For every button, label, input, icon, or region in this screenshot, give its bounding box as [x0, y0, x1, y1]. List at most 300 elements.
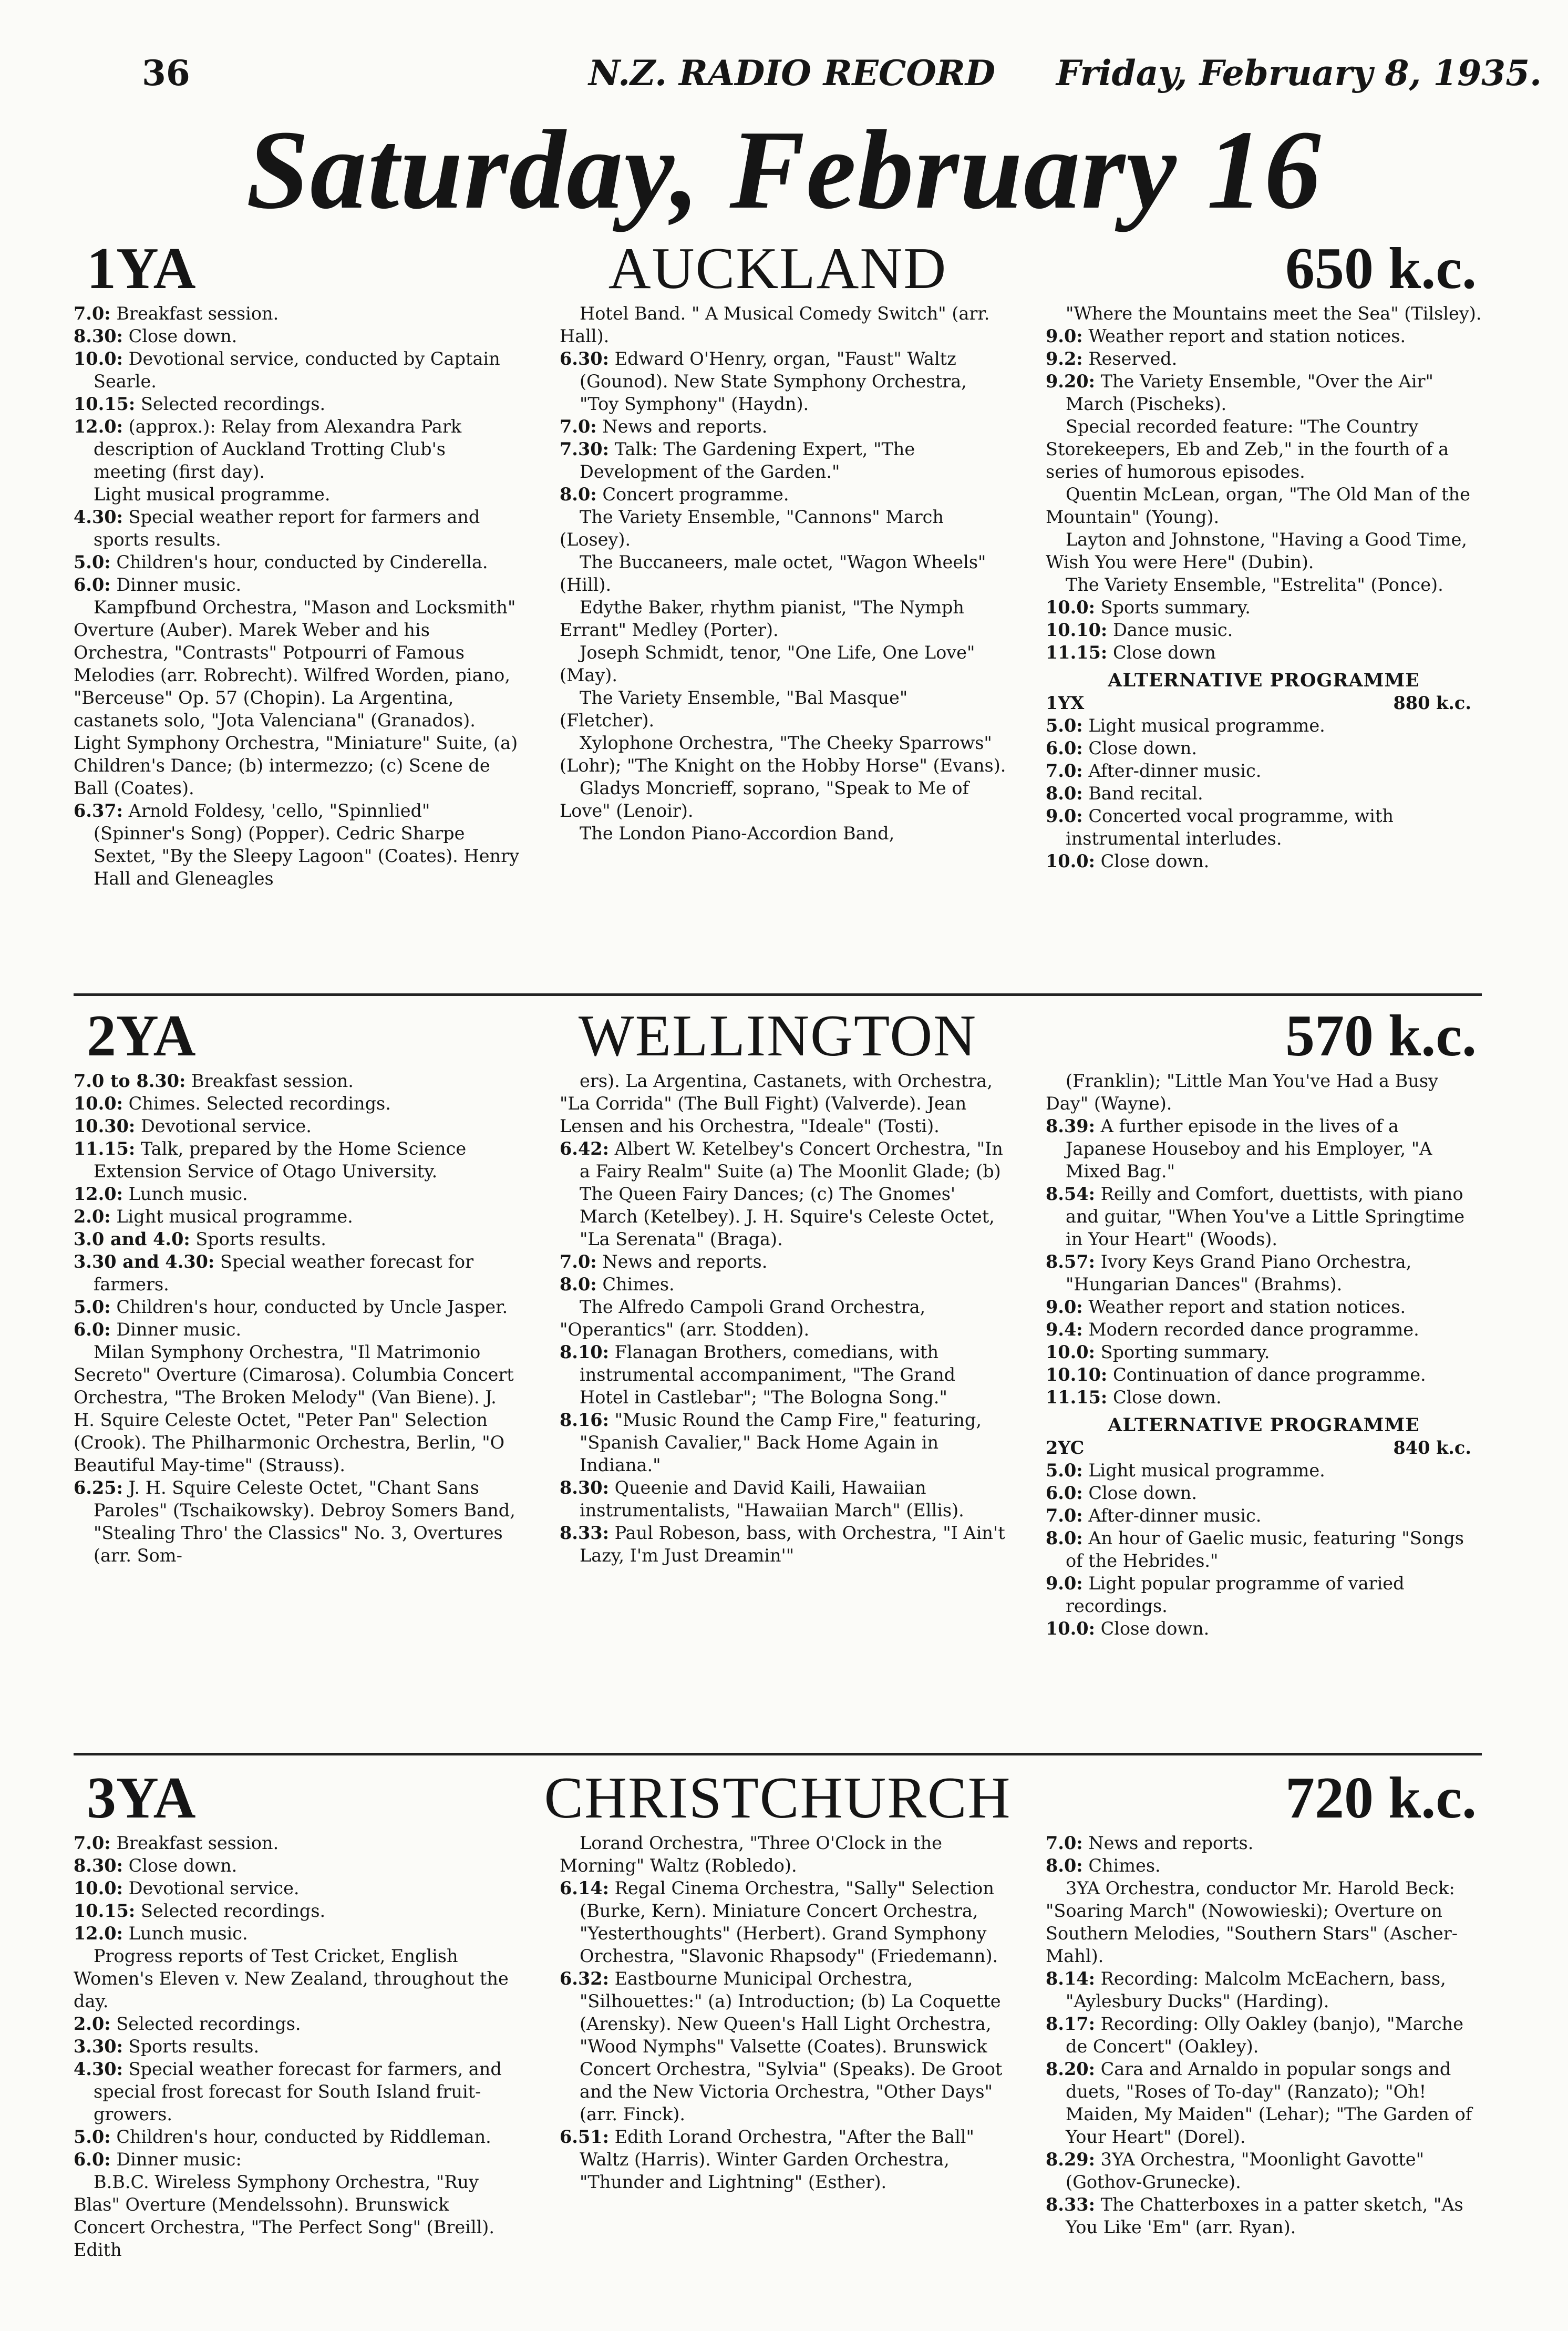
- entry-time: 6.37:: [74, 800, 123, 821]
- entry-time: 6.0:: [74, 2149, 111, 2170]
- programme-entry: [560, 1409, 1006, 1476]
- programme-entry: [74, 1476, 520, 1567]
- programme-entry: [1046, 619, 1482, 641]
- entry-time: 10.15:: [74, 1901, 136, 1921]
- entry-text: The Variety Ensemble, "Over the Air" March (Pischeks).: [1066, 371, 1433, 414]
- alternative-station-line: [1046, 1436, 1482, 1459]
- programme-entry: [1046, 1250, 1482, 1296]
- entry-time: 12.0:: [74, 1184, 123, 1204]
- entry-text: Light musical programme.: [94, 484, 331, 505]
- alternative-call-sign: 2YC: [1046, 1437, 1085, 1458]
- station-call-sign: 3YA: [87, 1765, 196, 1831]
- entry-time: 10.0:: [1046, 597, 1095, 618]
- entry-time: 7.0:: [74, 1833, 111, 1853]
- programme-note: [560, 686, 1006, 732]
- entry-time: 8.0:: [1046, 1855, 1083, 1876]
- programme-entry: [560, 1341, 1006, 1409]
- programme-entry: [1046, 2058, 1482, 2148]
- entry-text: Edith Lorand Orchestra, "After the Ball" Waltz (Harris). Winter Garden Orchestra, "Thunder and Lightning" (Esther).: [580, 2127, 974, 2192]
- programme-entry: [74, 1854, 520, 1877]
- programme-note: [74, 1341, 520, 1476]
- station-call-sign: 1YA: [87, 236, 196, 301]
- programme-entry: [560, 1273, 1006, 1296]
- entry-time: 8.30:: [560, 1477, 609, 1498]
- entry-text: Paul Robeson, bass, with Orchestra, "I Ain't Lazy, I'm Just Dreamin'": [580, 1523, 1005, 1566]
- programme-entry: [74, 551, 520, 573]
- programme-entry: [74, 1137, 520, 1183]
- programme-entry: [1046, 805, 1482, 850]
- entry-text: Close down.: [128, 326, 238, 346]
- entry-time: 8.29:: [1046, 2149, 1095, 2170]
- programme-column: [1046, 1832, 1482, 2238]
- programme-note: [1046, 302, 1482, 325]
- entry-time: 5.0:: [1046, 715, 1083, 736]
- entry-time: 3.30:: [74, 2036, 123, 2057]
- programme-entry: [560, 438, 1006, 483]
- entry-text: Special weather forecast for farmers, and special frost forecast for South Island fruit-growers.: [94, 2059, 502, 2124]
- station-section-2ya: [74, 1003, 1482, 1737]
- station-section-1ya: [74, 236, 1482, 985]
- programme-entry: [74, 1899, 520, 1922]
- entry-time: 6.14:: [560, 1878, 609, 1898]
- station-city: WELLINGTON: [578, 1003, 977, 1069]
- programme-note: [74, 2171, 520, 2261]
- entry-text: Selected recordings.: [140, 1901, 326, 1921]
- programme-entry: [560, 1476, 1006, 1522]
- station-frequency: 650 k.c.: [1285, 236, 1477, 301]
- entry-text: The Variety Ensemble, "Estrelita" (Ponce).: [1066, 574, 1443, 595]
- entry-time: 9.0:: [1046, 326, 1083, 346]
- entry-time: 7.0:: [560, 1251, 597, 1272]
- programme-note: [74, 1945, 520, 2012]
- entry-time: 8.54:: [1046, 1184, 1095, 1204]
- publication-title: N.Z. RADIO RECORD: [589, 53, 995, 94]
- entry-time: 8.16:: [560, 1410, 609, 1430]
- entry-text: The London Piano-Accordion Band,: [580, 823, 895, 844]
- entry-text: Flanagan Brothers, comedians, with instrumental accompaniment, "The Grand Hotel in Castlebar"; "The Bologna Song.": [580, 1342, 956, 1408]
- programme-entry: [74, 1183, 520, 1205]
- entry-time: 6.30:: [560, 348, 609, 369]
- programme-entry: [74, 506, 520, 551]
- entry-text: Quentin McLean, organ, "The Old Man of the Mountain" (Young).: [1046, 484, 1470, 527]
- entry-text: After-dinner music.: [1088, 761, 1262, 781]
- entry-time: 4.30:: [74, 2059, 123, 2079]
- entry-time: 8.57:: [1046, 1251, 1095, 1272]
- entry-text: Layton and Johnstone, "Having a Good Time, Wish You were Here" (Dubin).: [1046, 529, 1467, 572]
- entry-time: 12.0:: [74, 1923, 123, 1944]
- entry-text: Special recorded feature: "The Country Storekeepers, Eb and Zeb," in the fourth of a series of humorous episodes.: [1046, 416, 1449, 482]
- programme-entry: [1046, 714, 1482, 737]
- programme-column: [74, 1832, 520, 2261]
- programme-entry: [74, 302, 520, 325]
- programme-entry: [1046, 1504, 1482, 1527]
- programme-entry: [1046, 1115, 1482, 1183]
- programme-entry: [560, 1250, 1006, 1273]
- entry-text: Close down.: [1112, 1387, 1222, 1408]
- entry-time: 2.0:: [74, 1206, 111, 1227]
- programme-entry: [560, 415, 1006, 438]
- entry-time: 4.30:: [74, 507, 123, 527]
- entry-text: Albert W. Ketelbey's Concert Orchestra, "In a Fairy Realm" Suite (a) The Moonlit Glade; (b) The Queen Fairy Dances; (c) The Gnomes' March (Ketelbey). J. H. Squire's Celeste Octet, "La Serenata" (Braga).: [580, 1138, 1003, 1249]
- programme-entry: [1046, 1832, 1482, 1854]
- page-number: 36: [142, 53, 190, 94]
- entry-text: Lorand Orchestra, "Three O'Clock in the Morning" Waltz (Robledo).: [560, 1833, 942, 1876]
- entry-text: Sports results.: [195, 1229, 326, 1249]
- alternative-programme-heading: ALTERNATIVE PROGRAMME: [1108, 1414, 1420, 1436]
- programme-entry: [560, 1967, 1006, 2125]
- entry-text: Weather report and station notices.: [1088, 1297, 1406, 1317]
- programme-note: [560, 506, 1006, 551]
- entry-text: "Music Round the Camp Fire," featuring, "Spanish Cavalier," Back Home Again in Indiana.": [580, 1410, 982, 1475]
- entry-text: Light musical programme.: [1088, 715, 1325, 736]
- entry-text: Milan Symphony Orchestra, "Il Matrimonio Secreto" Overture (Cimarosa). Columbia Concert Orchestra, "The Broken Melody" (Van Biene). J. H. Squire Celeste Octet, "Peter Pan" Selection (Crook). The Philharmonic Orchestra, Berlin, "O Beautiful May-time" (Strauss).: [74, 1342, 514, 1475]
- programme-entry: [1046, 1459, 1482, 1482]
- entry-time: 7.0:: [560, 416, 597, 437]
- programme-entry: [1046, 2012, 1482, 2058]
- entry-text: Recording: Olly Oakley (banjo), "Marche de Concert" (Oakley).: [1066, 2014, 1463, 2057]
- issue-date: Friday, February 8, 1935.: [1056, 53, 1542, 94]
- entry-time: 7.30:: [560, 439, 609, 459]
- entry-time: 8.0:: [560, 1274, 597, 1295]
- entry-text: An hour of Gaelic music, featuring "Songs of the Hebrides.": [1066, 1528, 1464, 1571]
- entry-text: Ivory Keys Grand Piano Orchestra, "Hungarian Dances" (Brahms).: [1066, 1251, 1412, 1295]
- programme-entry: [1046, 1967, 1482, 2012]
- entry-text: Edward O'Henry, organ, "Faust" Waltz (Gounod). New State Symphony Orchestra, "Toy Symphony" (Haydn).: [580, 348, 967, 414]
- programme-note: [1046, 573, 1482, 596]
- entry-text: The Alfredo Campoli Grand Orchestra, "Operantics" (arr. Stodden).: [560, 1297, 926, 1340]
- entry-text: Devotional service, conducted by Captain Searle.: [94, 348, 500, 392]
- entry-time: 9.2:: [1046, 348, 1083, 369]
- entry-text: Close down.: [1100, 851, 1210, 871]
- entry-time: 10.10:: [1046, 620, 1108, 640]
- programme-entry: [74, 393, 520, 415]
- programme-note: [560, 1070, 1006, 1137]
- programme-entry: [74, 347, 520, 393]
- station-city: CHRISTCHURCH: [544, 1765, 1012, 1831]
- entry-time: 7.0:: [74, 303, 111, 324]
- programme-column: [560, 1070, 1006, 1567]
- entry-text: "Where the Mountains meet the Sea" (Tilsley).: [1066, 303, 1482, 324]
- entry-text: Weather report and station notices.: [1088, 326, 1406, 346]
- programme-entry: [1046, 1318, 1482, 1341]
- entry-text: Reserved.: [1088, 348, 1178, 369]
- entry-time: 6.0:: [1046, 738, 1083, 758]
- entry-text: Gladys Moncrieff, soprano, "Speak to Me of Love" (Lenoir).: [560, 778, 969, 821]
- programme-entry: [74, 2035, 520, 2058]
- programme-entry: [1046, 1386, 1482, 1409]
- entry-time: 8.10:: [560, 1342, 609, 1362]
- entry-time: 6.42:: [560, 1138, 609, 1159]
- entry-text: News and reports.: [1088, 1833, 1254, 1853]
- programme-entry: [1046, 782, 1482, 805]
- entry-text: Chimes.: [1088, 1855, 1161, 1876]
- programme-note: [560, 302, 1006, 347]
- programme-column: [1046, 302, 1482, 872]
- entry-time: 7.0 to 8.30:: [74, 1071, 186, 1091]
- programme-entry: [74, 799, 520, 890]
- entry-time: 3.30 and 4.30:: [74, 1251, 215, 1272]
- programme-entry: [1046, 370, 1482, 415]
- entry-time: 12.0:: [74, 416, 123, 437]
- entry-text: J. H. Squire Celeste Octet, "Chant Sans Paroles" (Tschaikowsky). Debroy Somers Band, "Stealing Thro' the Classics" No. 3, Overtures (arr. Som-: [94, 1477, 515, 1566]
- programme-entry: [1046, 1296, 1482, 1318]
- programme-entry: [1046, 2148, 1482, 2193]
- entry-text: After-dinner music.: [1088, 1505, 1262, 1526]
- entry-time: 11.15:: [74, 1138, 136, 1159]
- section-divider: [74, 1753, 1482, 1755]
- programme-entry: [74, 1877, 520, 1899]
- entry-time: 2.0:: [74, 2014, 111, 2034]
- programme-entry: [74, 1205, 520, 1228]
- entry-time: 9.4:: [1046, 1319, 1083, 1340]
- programme-entry: [1046, 596, 1482, 619]
- programme-column: [560, 302, 1006, 845]
- entry-text: Sports summary.: [1100, 597, 1251, 618]
- entry-text: Lunch music.: [128, 1923, 248, 1944]
- entry-text: Selected recordings.: [116, 2014, 301, 2034]
- entry-text: Concerted vocal programme, with instrumental interludes.: [1066, 806, 1394, 849]
- entry-text: The Variety Ensemble, "Bal Masque" (Fletcher).: [560, 687, 908, 731]
- programme-entry: [1046, 1572, 1482, 1617]
- entry-text: Selected recordings.: [140, 394, 326, 414]
- entry-text: The Chatterboxes in a patter sketch, "As You Like 'Em" (arr. Ryan).: [1066, 2194, 1463, 2237]
- entry-text: 3YA Orchestra, "Moonlight Gavotte" (Gothov-Grunecke).: [1066, 2149, 1425, 2192]
- entry-time: 7.0:: [1046, 1833, 1083, 1853]
- entry-time: 8.0:: [1046, 1528, 1083, 1548]
- alternative-station-line: [1046, 692, 1482, 714]
- programme-entry: [74, 1092, 520, 1115]
- entry-text: Hotel Band. " A Musical Comedy Switch" (arr. Hall).: [560, 303, 990, 346]
- programme-note: [74, 596, 520, 799]
- entry-time: 8.20:: [1046, 2059, 1095, 2079]
- programme-entry: [74, 2058, 520, 2125]
- programme-note: [1046, 528, 1482, 573]
- entry-text: Children's hour, conducted by Cinderella.: [116, 552, 488, 572]
- entry-text: Special weather report for farmers and sports results.: [94, 507, 480, 550]
- entry-text: Band recital.: [1088, 783, 1203, 804]
- programme-note: [560, 732, 1006, 777]
- station-frequency: 570 k.c.: [1285, 1003, 1477, 1069]
- programme-note: [560, 551, 1006, 596]
- entry-text: Cara and Arnaldo in popular songs and duets, "Roses of To-day" (Ranzato); "Oh! Maiden, My Maiden" (Lehar); "The Garden of Your Heart" (Dorel).: [1066, 2059, 1472, 2147]
- entry-text: Recording: Malcolm McEachern, bass, "Aylesbury Ducks" (Harding).: [1066, 1968, 1446, 2011]
- programme-entry: [74, 1922, 520, 1945]
- entry-time: 8.33:: [1046, 2194, 1095, 2215]
- entry-text: Eastbourne Municipal Orchestra, "Silhouettes:" (a) Introduction; (b) La Coquette (Arensky). New Queen's Hall Light Orchestra, "Wood Nymphs" Valsette (Coates). Brunswick Concert Orchestra, "Sylvia" (Speaks). De Groot and the New Victoria Orchestra, "Other Days" (arr. Finck).: [580, 1968, 1003, 2124]
- entry-time: 9.0:: [1046, 806, 1083, 826]
- programme-entry: [1046, 737, 1482, 759]
- programme-entry: [74, 1228, 520, 1250]
- programme-entry: [74, 1250, 520, 1296]
- entry-text: Special weather forecast for farmers.: [94, 1251, 474, 1295]
- programme-column: [74, 302, 520, 890]
- alternative-call-sign: 1YX: [1046, 693, 1085, 713]
- entry-text: Close down: [1112, 642, 1216, 663]
- entry-text: News and reports.: [602, 416, 768, 437]
- station-section-3ya: [74, 1765, 1482, 2326]
- entry-text: Modern recorded dance programme.: [1088, 1319, 1419, 1340]
- entry-time: 5.0:: [1046, 1460, 1083, 1481]
- entry-time: 11.15:: [1046, 642, 1108, 663]
- entry-text: Close down.: [128, 1855, 238, 1876]
- entry-text: Dance music.: [1112, 620, 1233, 640]
- programme-entry: [74, 2012, 520, 2035]
- programme-note: [1046, 415, 1482, 483]
- programme-note: [560, 777, 1006, 822]
- programme-entry: [1046, 850, 1482, 872]
- entry-text: Devotional service.: [140, 1116, 312, 1136]
- programme-entry: [1046, 347, 1482, 370]
- entry-text: Light musical programme.: [1088, 1460, 1325, 1481]
- entry-time: 6.51:: [560, 2127, 609, 2147]
- entry-time: 8.0:: [1046, 783, 1083, 804]
- entry-time: 6.32:: [560, 1968, 609, 1989]
- station-call-sign: 2YA: [87, 1003, 196, 1069]
- entry-time: 8.17:: [1046, 2014, 1095, 2034]
- entry-time: 10.0:: [74, 1093, 123, 1114]
- programme-note: [560, 1832, 1006, 1877]
- entry-text: Dinner music.: [116, 1319, 242, 1340]
- entry-text: Talk, prepared by the Home Science Extension Service of Otago University.: [94, 1138, 467, 1182]
- entry-text: Dinner music.: [116, 574, 242, 595]
- programme-note: [1046, 1070, 1482, 1115]
- programme-entry: [560, 483, 1006, 506]
- entry-text: Regal Cinema Orchestra, "Sally" Selection (Burke, Kern). Miniature Concert Orchestra, "Yesterthoughts" (Herbert). Grand Symphony Orchestra, "Slavonic Rhapsody" (Friedemann).: [580, 1878, 998, 1966]
- section-divider: [74, 993, 1482, 996]
- entry-text: Breakfast session.: [191, 1071, 354, 1091]
- entry-time: 11.15:: [1046, 1387, 1108, 1408]
- entry-text: Devotional service.: [128, 1878, 300, 1898]
- entry-text: Close down.: [1088, 738, 1198, 758]
- programme-entry: [560, 347, 1006, 415]
- entry-time: 7.0:: [1046, 761, 1083, 781]
- entry-text: Progress reports of Test Cricket, English Women's Eleven v. New Zealand, throughout the day.: [74, 1946, 509, 2011]
- entry-time: 10.0:: [1046, 1342, 1095, 1362]
- entry-text: Xylophone Orchestra, "The Cheeky Sparrows" (Lohr); "The Knight on the Hobby Horse" (Evans).: [560, 733, 1006, 776]
- programme-entry: [1046, 1482, 1482, 1504]
- entry-time: 7.0:: [1046, 1505, 1083, 1526]
- entry-time: 10.0:: [1046, 851, 1095, 871]
- programme-entry: [74, 415, 520, 483]
- entry-time: 5.0:: [74, 1297, 111, 1317]
- entry-time: 8.30:: [74, 326, 123, 346]
- programme-note: [74, 483, 520, 506]
- programme-entry: [1046, 1617, 1482, 1640]
- entry-time: 9.0:: [1046, 1297, 1083, 1317]
- station-frequency: 720 k.c.: [1285, 1765, 1477, 1831]
- programme-entry: [74, 1318, 520, 1341]
- entry-text: Joseph Schmidt, tenor, "One Life, One Love" (May).: [560, 642, 975, 685]
- programme-entry: [74, 325, 520, 347]
- entry-text: B.B.C. Wireless Symphony Orchestra, "Ruy Blas" Overture (Mendelssohn). Brunswick Concert Orchestra, "The Perfect Song" (Breill). Edith: [74, 2172, 495, 2260]
- programme-entry: [1046, 1527, 1482, 1572]
- entry-text: Concert programme.: [602, 484, 789, 505]
- entry-text: Sporting summary.: [1100, 1342, 1270, 1362]
- entry-text: Queenie and David Kaili, Hawaiian instrumentalists, "Hawaiian March" (Ellis).: [580, 1477, 964, 1521]
- entry-text: Light musical programme.: [116, 1206, 353, 1227]
- programme-note: [1046, 483, 1482, 528]
- entry-text: (Franklin); "Little Man You've Had a Busy Day" (Wayne).: [1046, 1071, 1438, 1114]
- entry-text: Arnold Foldesy, 'cello, "Spinnlied" (Spinner's Song) (Popper). Cedric Sharpe Sextet, "By the Sleepy Lagoon" (Coates). Henry Hall and Gleneagles: [94, 800, 520, 889]
- entry-time: 10.0:: [1046, 1618, 1095, 1639]
- entry-text: Close down.: [1100, 1618, 1210, 1639]
- entry-text: Breakfast session.: [116, 1833, 279, 1853]
- programme-entry: [74, 1296, 520, 1318]
- programme-entry: [74, 2148, 520, 2171]
- programme-entry: [74, 573, 520, 596]
- programme-note: [560, 596, 1006, 641]
- entry-text: Chimes. Selected recordings.: [128, 1093, 391, 1114]
- entry-text: A further episode in the lives of a Japanese Houseboy and his Employer, "A Mixed Bag.": [1066, 1116, 1432, 1182]
- programme-column: [74, 1070, 520, 1567]
- entry-text: The Buccaneers, male octet, "Wagon Wheels" (Hill).: [560, 552, 986, 595]
- entry-time: 5.0:: [74, 2127, 111, 2147]
- programme-column: [560, 1832, 1006, 2193]
- entry-time: 6.25:: [74, 1477, 123, 1498]
- programme-column: [1046, 1070, 1482, 1640]
- entry-text: Sports results.: [128, 2036, 260, 2057]
- entry-time: 8.33:: [560, 1523, 609, 1543]
- programme-entry: [1046, 2193, 1482, 2238]
- entry-time: 8.14:: [1046, 1968, 1095, 1989]
- station-city: AUCKLAND: [608, 236, 947, 301]
- entry-time: 10.10:: [1046, 1364, 1108, 1385]
- entry-text: (approx.): Relay from Alexandra Park description of Auckland Trotting Club's meeting (first day).: [94, 416, 462, 482]
- entry-text: Close down.: [1088, 1483, 1198, 1503]
- entry-text: Breakfast session.: [116, 303, 279, 324]
- entry-text: Chimes.: [602, 1274, 675, 1295]
- entry-text: Edythe Baker, rhythm pianist, "The Nymph Errant" Medley (Porter).: [560, 597, 964, 640]
- programme-entry: [1046, 1854, 1482, 1877]
- programme-entry: [74, 1070, 520, 1092]
- entry-time: 6.0:: [74, 574, 111, 595]
- programme-entry: [560, 2125, 1006, 2193]
- programme-entry: [1046, 1183, 1482, 1250]
- entry-text: ers). La Argentina, Castanets, with Orchestra, "La Corrida" (The Bull Fight) (Valverde). Jean Lensen and his Orchestra, "Ideale" (Tosti).: [560, 1071, 993, 1136]
- entry-time: 8.30:: [74, 1855, 123, 1876]
- entry-time: 3.0 and 4.0:: [74, 1229, 190, 1249]
- programme-entry: [560, 1877, 1006, 1967]
- entry-text: Kampfbund Orchestra, "Mason and Locksmith" Overture (Auber). Marek Weber and his Orchestra, "Contrasts" Potpourri of Famous Melodies (arr. Robrecht). Wilfred Worden, piano, "Berceuse" Op. 57 (Chopin). La Argentina, castanets solo, "Jota Valenciana" (Granados). Light Symphony Orchestra, "Miniature" Suite, (a) Children's Dance; (b) intermezzo; (c) Scene de Ball (Coates).: [74, 597, 518, 798]
- alternative-programme-heading: ALTERNATIVE PROGRAMME: [1108, 670, 1420, 691]
- entry-text: Reilly and Comfort, duettists, with piano and guitar, "When You've a Little Springtime in Your Heart" (Woods).: [1066, 1184, 1465, 1249]
- alternative-frequency: 880 k.c.: [1393, 693, 1471, 713]
- entry-text: 3YA Orchestra, conductor Mr. Harold Beck: "Soaring March" (Nowowieski); Overture on Southern Melodies, "Southern Stars" (Ascher-Mahl).: [1046, 1878, 1458, 1966]
- entry-time: 6.0:: [1046, 1483, 1083, 1503]
- programme-entry: [74, 1115, 520, 1137]
- entry-time: 6.0:: [74, 1319, 111, 1340]
- programme-note: [560, 641, 1006, 686]
- entry-time: 9.20:: [1046, 371, 1095, 392]
- programme-entry: [1046, 641, 1482, 664]
- entry-time: 10.15:: [74, 394, 136, 414]
- entry-text: The Variety Ensemble, "Cannons" March (Losey).: [560, 507, 944, 550]
- programme-entry: [74, 2125, 520, 2148]
- entry-time: 10.30:: [74, 1116, 136, 1136]
- entry-time: 8.39:: [1046, 1116, 1095, 1136]
- programme-entry: [74, 1832, 520, 1854]
- programme-entry: [1046, 1341, 1482, 1363]
- programme-entry: [1046, 1363, 1482, 1386]
- entry-time: 8.0:: [560, 484, 597, 505]
- entry-text: Children's hour, conducted by Riddleman.: [116, 2127, 491, 2147]
- entry-time: 9.0:: [1046, 1573, 1083, 1594]
- entry-text: Dinner music:: [116, 2149, 242, 2170]
- programme-note: [560, 822, 1006, 845]
- entry-time: 10.0:: [74, 348, 123, 369]
- entry-text: News and reports.: [602, 1251, 768, 1272]
- alternative-frequency: 840 k.c.: [1393, 1437, 1471, 1458]
